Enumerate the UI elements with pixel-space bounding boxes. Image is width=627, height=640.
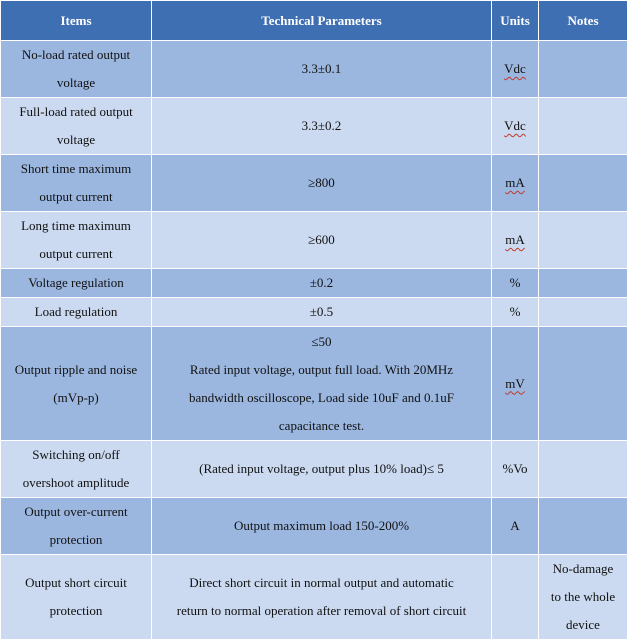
note-cell: [539, 498, 627, 555]
note-cell: [539, 98, 627, 155]
item-cell: [1, 298, 152, 327]
table-row: [1, 555, 627, 640]
item-cell-line: Output short circuit: [7, 569, 145, 597]
header-notes: Notes: [539, 1, 627, 41]
item-cell-line: overshoot amplitude: [7, 469, 145, 497]
note-cell: [539, 155, 627, 212]
unit-value: mA: [505, 232, 525, 247]
unit-value: A: [510, 518, 519, 533]
parameter-cell-line: Rated input voltage, output full load. With 20MHz: [158, 356, 485, 384]
parameter-cell: [152, 327, 492, 441]
item-cell-line: Long time maximum: [7, 212, 145, 240]
parameter-cell-line: (Rated input voltage, output plus 10% load)≤ 5: [158, 455, 485, 483]
parameter-cell-line: ≥600: [158, 226, 485, 254]
parameter-cell-line: ≥800: [158, 169, 485, 197]
unit-value: Vdc: [504, 118, 526, 133]
parameter-cell: [152, 155, 492, 212]
table-row: [1, 298, 627, 327]
note-cell: [539, 441, 627, 498]
note-cell: [539, 298, 627, 327]
unit-value: %: [510, 304, 521, 319]
table-row: [1, 41, 627, 98]
item-cell-line: Voltage regulation: [7, 269, 145, 297]
item-cell-line: (mVp-p): [7, 384, 145, 412]
table-header-row: [1, 1, 627, 41]
note-cell-line: device: [545, 611, 621, 639]
item-cell-line: protection: [7, 526, 145, 554]
note-cell: [539, 327, 627, 441]
note-cell: [539, 555, 627, 640]
item-cell-line: Output ripple and noise: [7, 356, 145, 384]
item-cell-line: Short time maximum: [7, 155, 145, 183]
unit-cell: [492, 155, 539, 212]
unit-cell: [492, 327, 539, 441]
note-cell: [539, 269, 627, 298]
parameter-cell-line: ≤50: [158, 328, 485, 356]
item-cell: [1, 498, 152, 555]
parameter-cell-line: bandwidth oscilloscope, Load side 10uF and 0.1uF: [158, 384, 485, 412]
item-cell-line: protection: [7, 597, 145, 625]
item-cell: [1, 441, 152, 498]
table-row: [1, 269, 627, 298]
unit-value: Vdc: [504, 61, 526, 76]
header-units: Units: [492, 1, 539, 41]
note-cell-line: No-damage: [545, 555, 621, 583]
parameter-cell-line: Output maximum load 150-200%: [158, 512, 485, 540]
table-row: [1, 498, 627, 555]
parameter-cell: [152, 212, 492, 269]
item-cell: [1, 269, 152, 298]
parameter-cell: [152, 555, 492, 640]
table-row: [1, 98, 627, 155]
parameter-cell: [152, 441, 492, 498]
parameter-cell-line: ±0.2: [158, 269, 485, 297]
item-cell-line: output current: [7, 240, 145, 268]
parameter-cell-line: ±0.5: [158, 298, 485, 326]
table-row: [1, 212, 627, 269]
parameter-cell-line: Direct short circuit in normal output and automatic: [158, 569, 485, 597]
table-body: [1, 41, 627, 640]
unit-value: mA: [505, 175, 525, 190]
parameter-cell-line: 3.3±0.1: [158, 55, 485, 83]
item-cell-line: output current: [7, 183, 145, 211]
note-cell-line: to the whole: [545, 583, 621, 611]
note-cell: [539, 41, 627, 98]
unit-value: %Vo: [502, 461, 527, 476]
item-cell: [1, 41, 152, 98]
note-cell: [539, 212, 627, 269]
parameter-cell-line: 3.3±0.2: [158, 112, 485, 140]
unit-cell: [492, 441, 539, 498]
parameter-cell: [152, 41, 492, 98]
item-cell-line: No-load rated output: [7, 41, 145, 69]
unit-value: mV: [505, 376, 525, 391]
item-cell-line: Load regulation: [7, 298, 145, 326]
item-cell-line: voltage: [7, 126, 145, 154]
parameter-cell: [152, 269, 492, 298]
header-items: Items: [1, 1, 152, 41]
unit-cell: [492, 298, 539, 327]
item-cell: [1, 327, 152, 441]
parameter-cell: [152, 498, 492, 555]
item-cell-line: Output over-current: [7, 498, 145, 526]
item-cell: [1, 212, 152, 269]
unit-cell: [492, 212, 539, 269]
unit-cell: [492, 98, 539, 155]
item-cell: [1, 98, 152, 155]
item-cell: [1, 155, 152, 212]
item-cell-line: Switching on/off: [7, 441, 145, 469]
header-technical-parameters: Technical Parameters: [152, 1, 492, 41]
item-cell-line: voltage: [7, 69, 145, 97]
unit-value: %: [510, 275, 521, 290]
table-row: [1, 155, 627, 212]
unit-cell: [492, 41, 539, 98]
unit-cell: [492, 269, 539, 298]
parameter-cell: [152, 298, 492, 327]
parameter-cell-line: capacitance test.: [158, 412, 485, 440]
item-cell-line: Full-load rated output: [7, 98, 145, 126]
table-row: [1, 327, 627, 441]
table-row: [1, 441, 627, 498]
item-cell: [1, 555, 152, 640]
parameter-cell: [152, 98, 492, 155]
parameter-cell-line: return to normal operation after removal of short circuit: [158, 597, 485, 625]
unit-cell: [492, 555, 539, 640]
unit-cell: [492, 498, 539, 555]
